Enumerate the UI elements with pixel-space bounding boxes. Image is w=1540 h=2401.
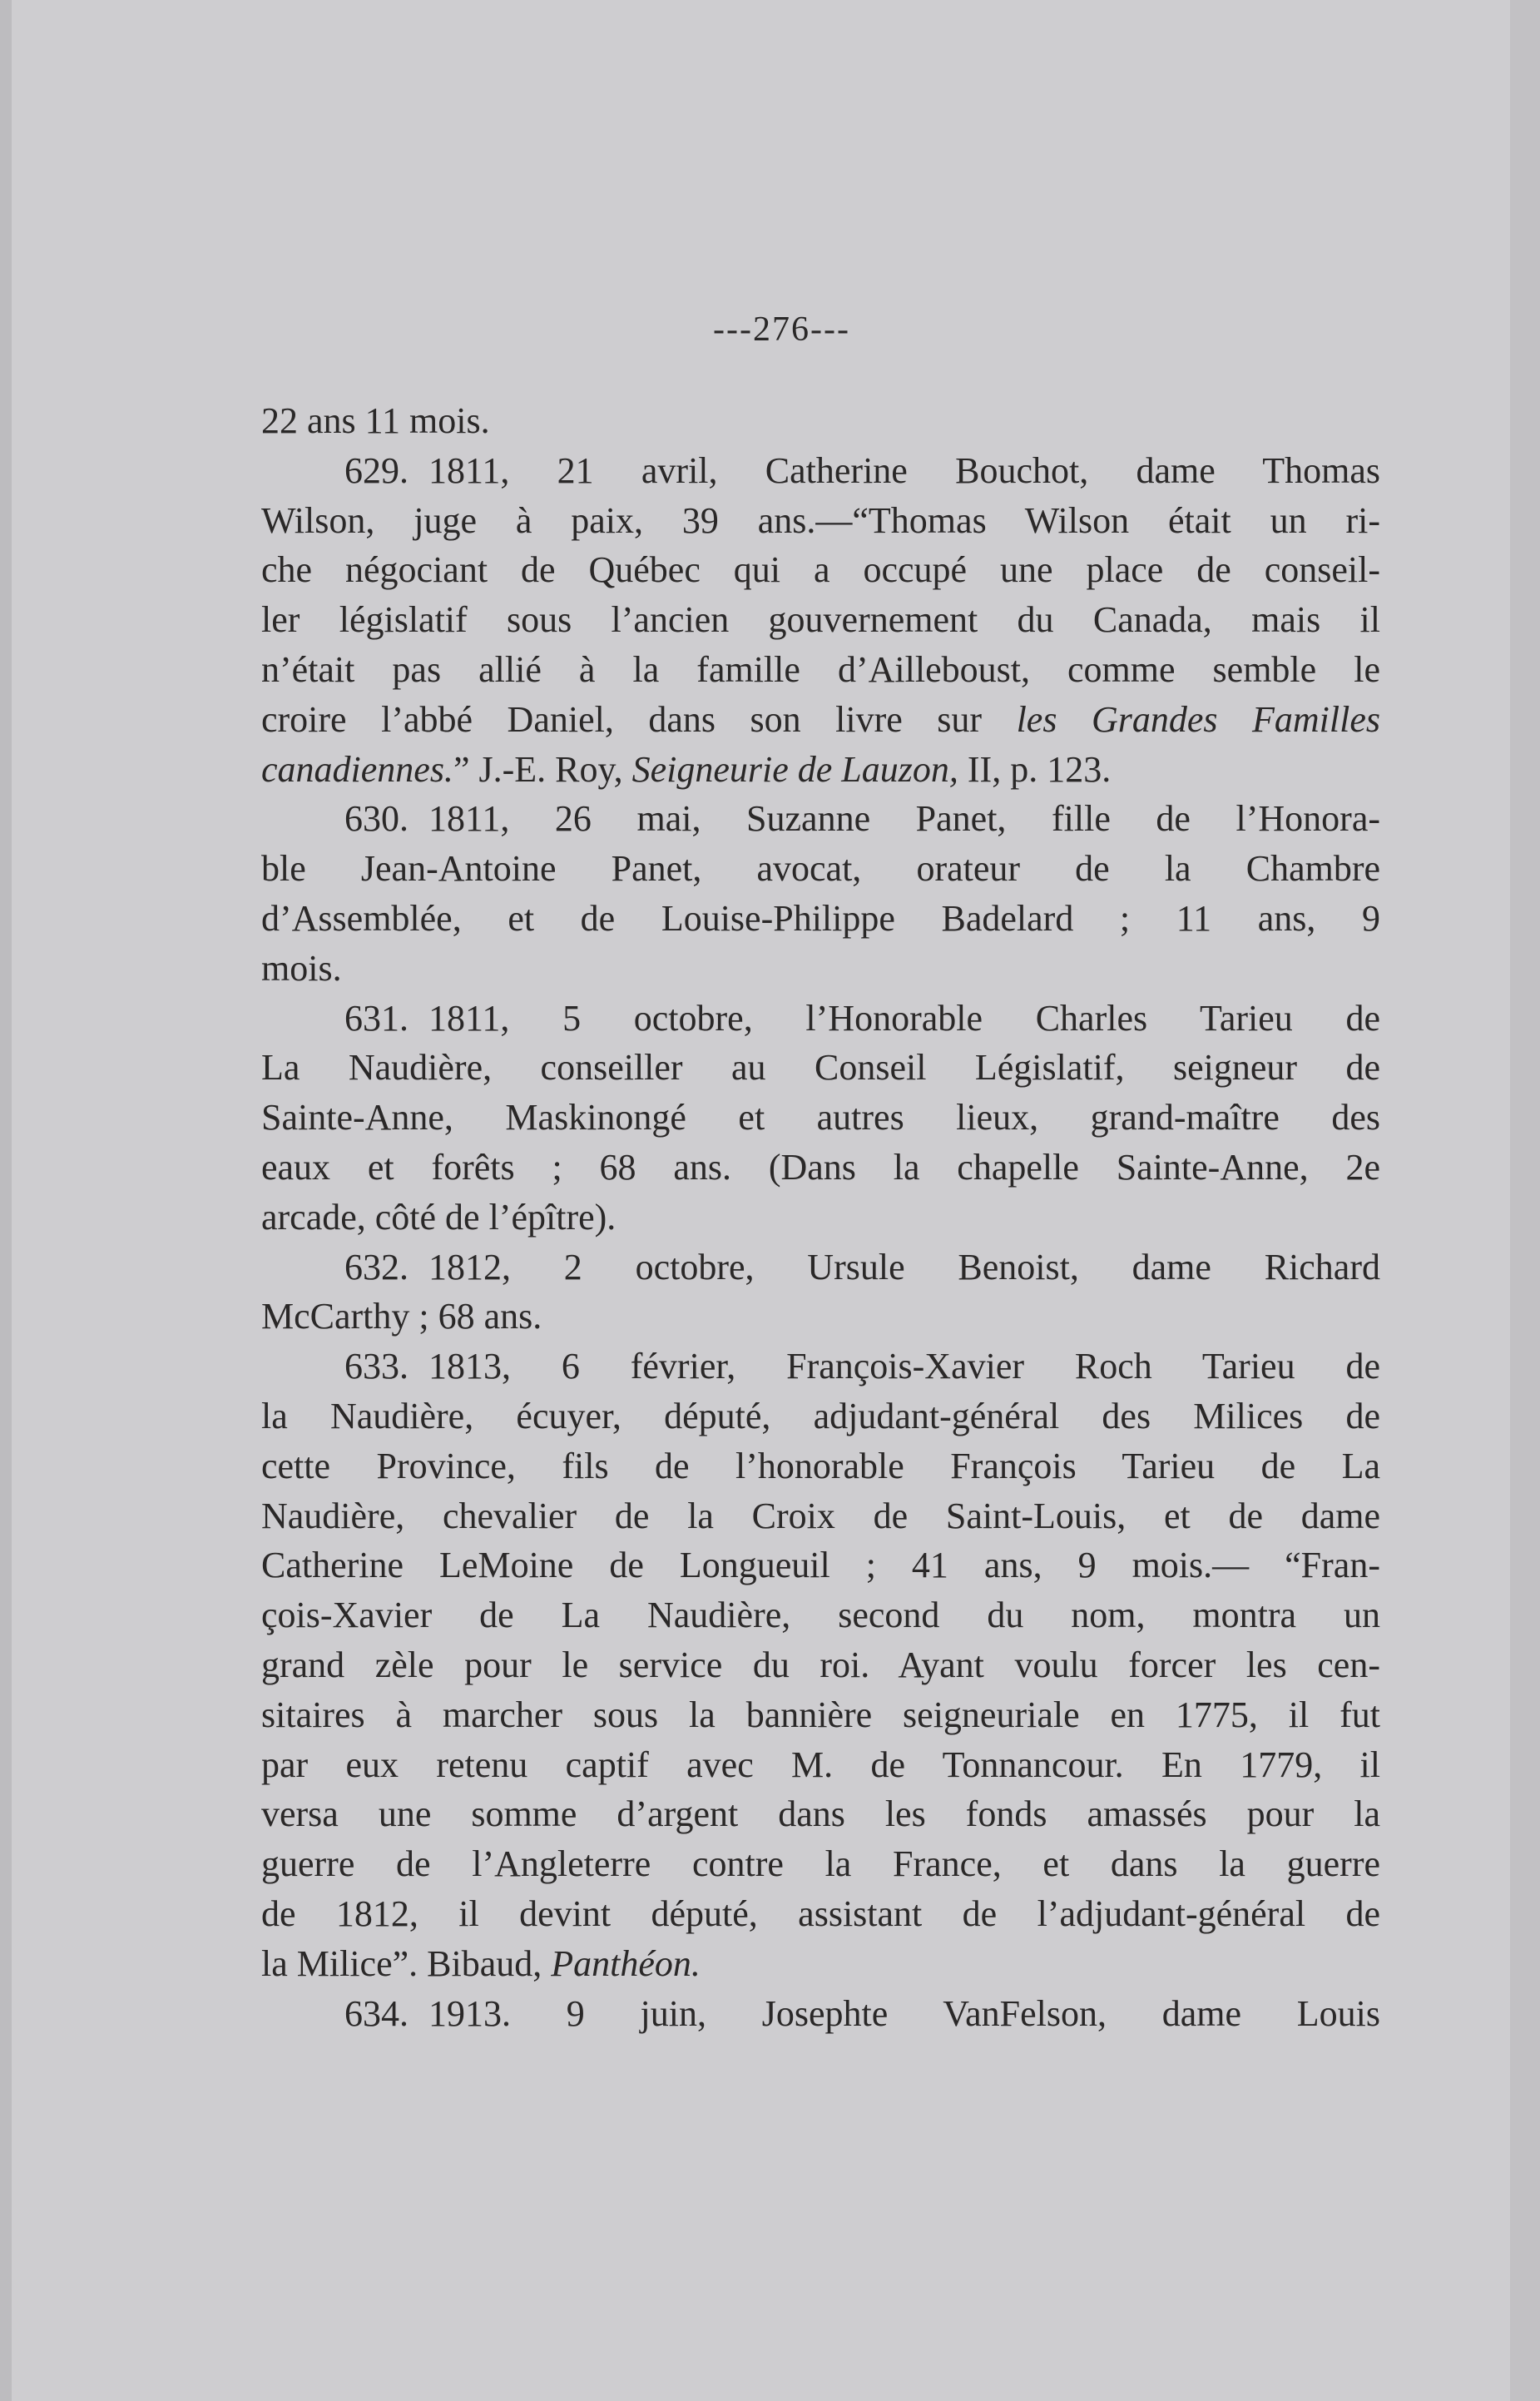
text-line	[261, 1491, 1380, 1541]
entry-first-line	[261, 1989, 1380, 2039]
italic-title: Panthéon.	[551, 1942, 701, 1984]
line-text: arcade, côté de l’épître).	[261, 1196, 616, 1238]
text-line	[261, 396, 1380, 446]
line-text: ble Jean-Antoine Panet, avocat, orateur de la Chambre	[261, 848, 1380, 890]
body-text	[261, 396, 1380, 2038]
italic-title: Seigneurie de Lauzon,	[631, 748, 958, 790]
line-text: Wilson, juge à paix, 39 ans.—“Thomas Wilson était un ri-	[261, 499, 1380, 541]
line-text: mois.	[261, 947, 342, 989]
text-line	[261, 1143, 1380, 1193]
text-line	[261, 1839, 1380, 1889]
text-line	[261, 944, 1380, 994]
line-text: eaux et forêts ; 68 ans. (Dans la chapelle Sainte-Anne, 2e	[261, 1146, 1380, 1188]
text-line	[261, 1540, 1380, 1590]
line-text: II, p. 123.	[958, 748, 1112, 790]
line-text: croire l’abbé Daniel, dans son livre sur	[261, 698, 1017, 740]
line-text: cette Province, fils de l’honorable François Tarieu de La	[261, 1445, 1380, 1486]
text-line	[261, 496, 1380, 546]
line-text: Sainte-Anne, Maskinongé et autres lieux, grand-maître des	[261, 1097, 1380, 1138]
line-text: La Naudière, conseiller au Conseil Législatif, seigneur de	[261, 1047, 1380, 1089]
text-line	[261, 545, 1380, 595]
text-line	[261, 1391, 1380, 1441]
line-text: che négociant de Québec qui a occupé une place de conseil-	[261, 549, 1380, 591]
line-text: 22 ans 11 mois.	[261, 400, 490, 441]
page-number: ---276---	[713, 310, 850, 349]
text-line	[261, 745, 1380, 795]
line-text: 1811, 26 mai, Suzanne Panet, fille de l’Honora-	[428, 798, 1380, 840]
text-line	[261, 1690, 1380, 1740]
line-text: ler législatif sous l’ancien gouvernement du Canada, mais il	[261, 599, 1380, 641]
line-text: la Naudière, écuyer, député, adjudant-général des Milices de	[261, 1395, 1380, 1436]
text-line	[261, 1292, 1380, 1342]
line-text: d’Assemblée, et de Louise-Philippe Badelard ; 11 ans, 9	[261, 897, 1380, 939]
line-text: 1811, 5 octobre, l’Honorable Charles Tarieu de	[428, 997, 1380, 1039]
italic-title: canadiennes.	[261, 748, 453, 790]
entry-first-line	[261, 794, 1380, 844]
line-text: McCarthy ; 68 ans.	[261, 1296, 542, 1337]
text-line	[261, 1889, 1380, 1939]
page-edge	[1510, 0, 1540, 2401]
line-text: versa une somme d’argent dans les fonds amassés pour la	[261, 1793, 1380, 1835]
text-line	[261, 894, 1380, 944]
entry-number: 632.	[344, 1246, 409, 1287]
line-text: çois-Xavier de La Naudière, second du nom, montra un	[261, 1595, 1380, 1636]
line-text: 1913. 9 juin, Josephte VanFelson, dame Louis	[428, 1992, 1380, 2034]
entry-number: 634.	[344, 1992, 409, 2034]
text-line	[261, 645, 1380, 695]
entry-number: 630.	[344, 798, 409, 840]
text-line	[261, 1740, 1380, 1790]
entry-number: 631.	[344, 997, 409, 1039]
italic-title: les Grandes Familles	[1016, 698, 1380, 740]
entry-number: 629.	[344, 449, 409, 491]
line-text: par eux retenu captif avec M. de Tonnancour. En 1779, il	[261, 1744, 1380, 1785]
text-line	[261, 1093, 1380, 1143]
line-text: Naudière, chevalier de la Croix de Saint-Louis, et de dame	[261, 1495, 1380, 1536]
line-text: 1813, 6 février, François-Xavier Roch Tarieu de	[428, 1346, 1380, 1387]
text-line	[261, 1590, 1380, 1640]
line-text: grand zèle pour le service du roi. Ayant voulu forcer les cen-	[261, 1644, 1380, 1685]
text-line	[261, 1640, 1380, 1690]
line-text: n’était pas allié à la famille d’Ailleboust, comme semble le	[261, 648, 1380, 690]
text-line	[261, 844, 1380, 894]
line-text: 1812, 2 octobre, Ursule Benoist, dame Richard	[428, 1246, 1380, 1287]
text-line	[261, 1441, 1380, 1491]
line-text: sitaires à marcher sous la bannière seigneuriale en 1775, il fut	[261, 1694, 1380, 1735]
line-text: 1811, 21 avril, Catherine Bouchot, dame Thomas	[428, 449, 1380, 491]
text-line	[261, 1939, 1380, 1989]
text-line	[261, 1789, 1380, 1839]
entry-first-line	[261, 446, 1380, 496]
line-text: guerre de l’Angleterre contre la France, et dans la guerre	[261, 1843, 1380, 1885]
entry-first-line	[261, 1342, 1380, 1391]
line-text: Catherine LeMoine de Longueuil ; 41 ans, 9 mois.— “Fran-	[261, 1545, 1380, 1586]
entry-first-line	[261, 1243, 1380, 1292]
line-text: de 1812, il devint député, assistant de l’adjudant-général de	[261, 1893, 1380, 1934]
text-line	[261, 595, 1380, 645]
text-line	[261, 1193, 1380, 1243]
entry-first-line	[261, 994, 1380, 1044]
entry-number: 633.	[344, 1346, 409, 1387]
text-line	[261, 695, 1380, 745]
line-text: ” J.-E. Roy,	[453, 748, 632, 790]
line-text: la Milice”. Bibaud,	[261, 1942, 552, 1984]
text-line	[261, 1043, 1380, 1093]
